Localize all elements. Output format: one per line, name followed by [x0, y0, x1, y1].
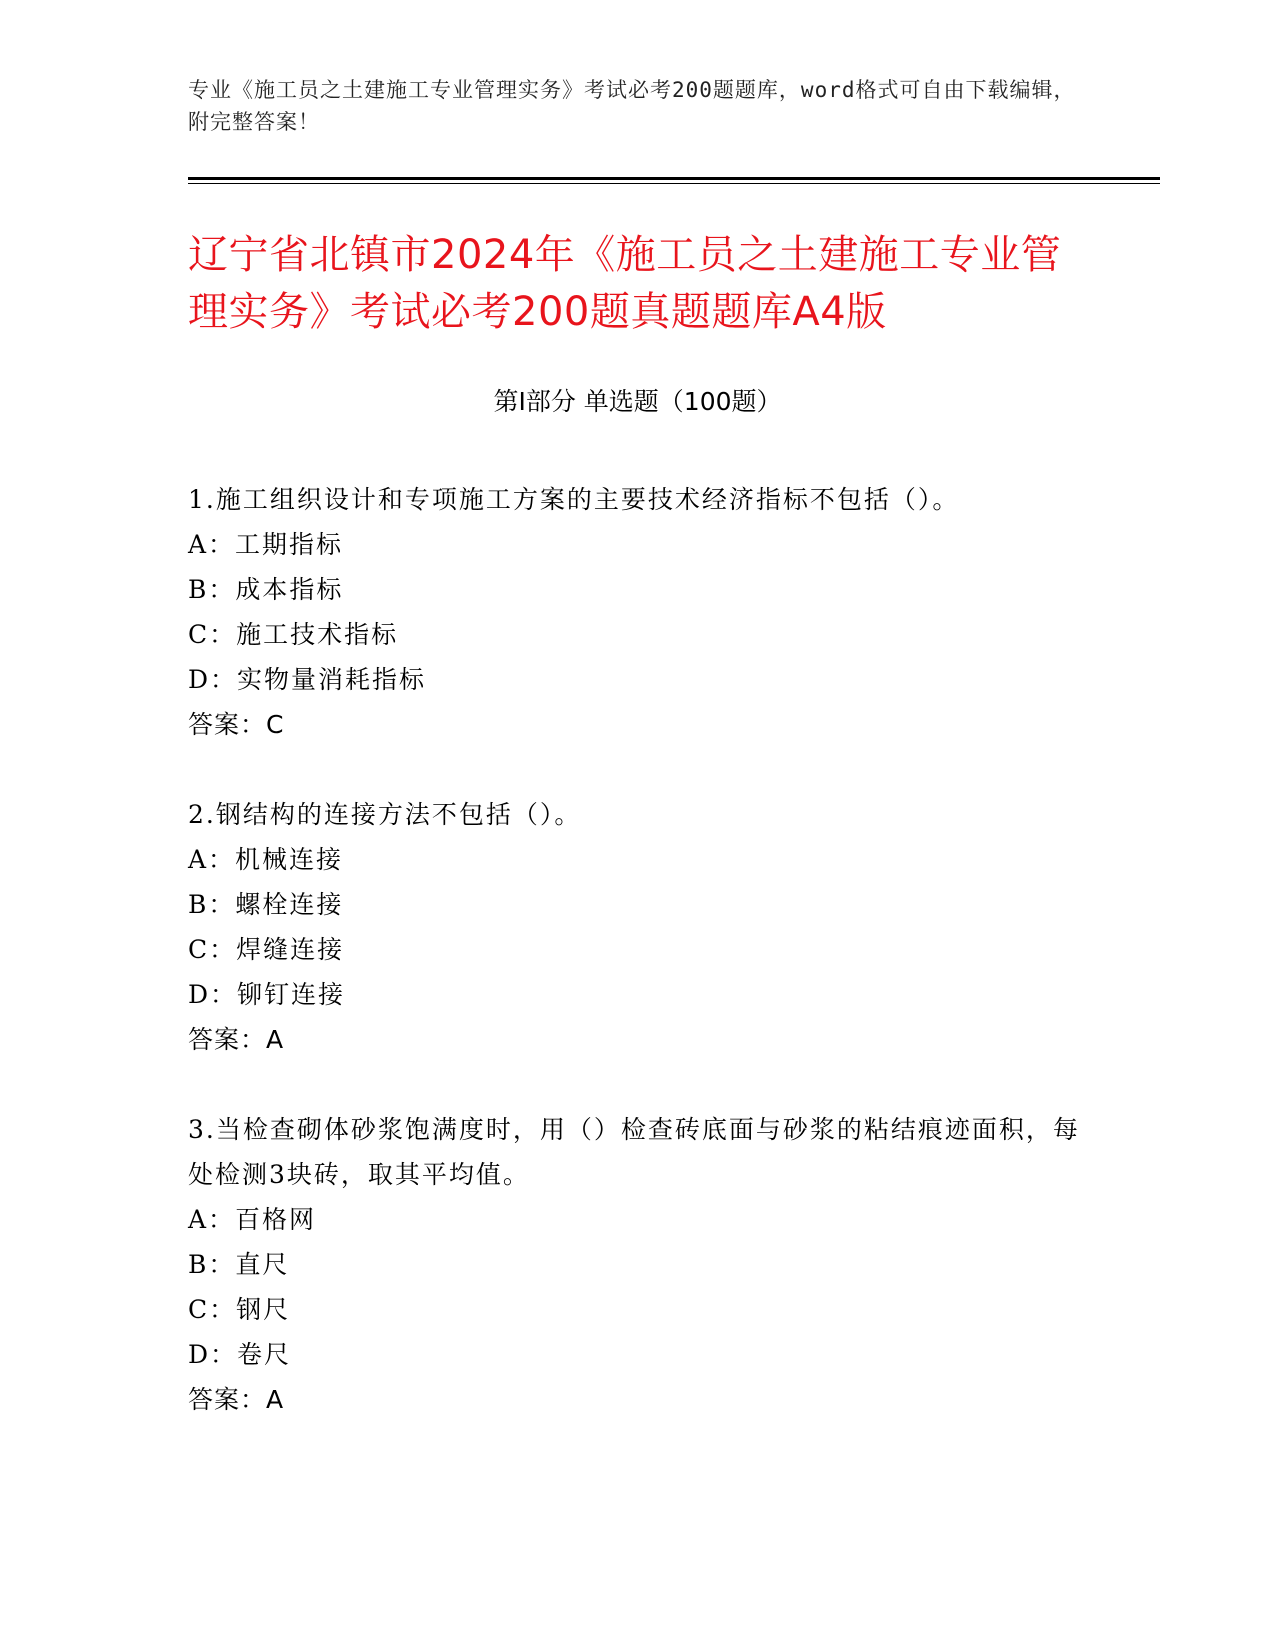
- option-a: A：工期指标: [188, 530, 344, 559]
- option-d: D：铆钉连接: [188, 980, 346, 1009]
- question-stem: 1.施工组织设计和专项施工方案的主要技术经济指标不包括（）。: [188, 485, 960, 514]
- question-stem: 2.钢结构的连接方法不包括（）。: [188, 800, 582, 829]
- header-rule-thick: [188, 177, 1160, 180]
- option-a: A：百格网: [188, 1205, 317, 1234]
- question-list: [188, 477, 1088, 1422]
- question-2: [188, 792, 1088, 1062]
- option-c: C：施工技术指标: [188, 620, 399, 649]
- question-1: [188, 477, 1088, 747]
- option-c: C：钢尺: [188, 1295, 291, 1324]
- option-d: D：卷尺: [188, 1340, 292, 1369]
- header-rule-thin: [188, 183, 1160, 184]
- option-b: B：成本指标: [188, 575, 344, 604]
- section-heading: 第Ⅰ部分 单选题（100题）: [493, 387, 782, 416]
- answer: 答案：A: [188, 1385, 285, 1414]
- header-note: 专业《施工员之土建施工专业管理实务》考试必考200题题库，word格式可自由下载编辑，附完整答案！: [188, 78, 1076, 134]
- document-title: 辽宁省北镇市2024年《施工员之土建施工专业管理实务》考试必考200题真题题库A4版: [188, 232, 1062, 335]
- answer: 答案：A: [188, 1025, 285, 1054]
- question-spacer: [188, 1062, 1088, 1107]
- answer: 答案：C: [188, 710, 285, 739]
- option-b: B：螺栓连接: [188, 890, 344, 919]
- option-c: C：焊缝连接: [188, 935, 345, 964]
- question-spacer: [188, 747, 1088, 792]
- option-d: D：实物量消耗指标: [188, 665, 427, 694]
- question-3: [188, 1107, 1088, 1422]
- option-a: A：机械连接: [188, 845, 344, 874]
- option-b: B：直尺: [188, 1250, 290, 1279]
- question-stem: 3.当检查砌体砂浆饱满度时，用（）检查砖底面与砂浆的粘结痕迹面积，每处检测3块砖，取其平均值。: [188, 1115, 1080, 1189]
